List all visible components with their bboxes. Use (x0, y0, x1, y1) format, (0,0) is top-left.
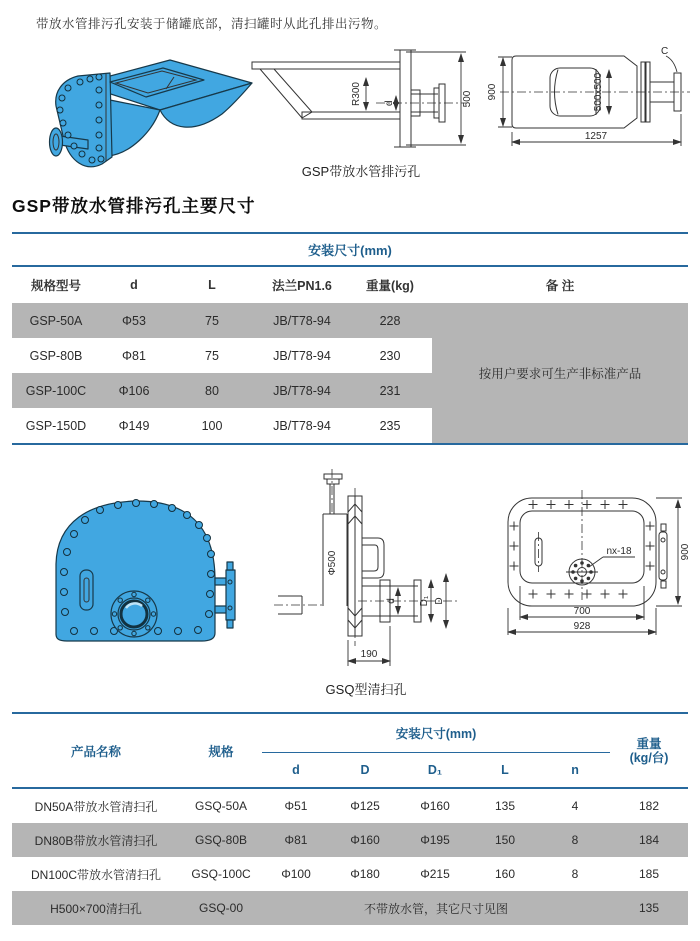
manhole-flange (111, 591, 157, 637)
subcol-D: D (360, 763, 370, 777)
gsp-figure-caption: GSP带放水管排污孔 (301, 164, 421, 179)
cell-spec: GSQ-50A (180, 788, 262, 823)
cell-flange: JB/T78-94 (273, 418, 331, 433)
dim-label-d: d (384, 100, 395, 106)
tank-wall (400, 50, 411, 147)
table-row (12, 891, 688, 925)
table-row (12, 857, 688, 891)
cell-L: 135 (470, 788, 540, 823)
cell-spec: GSQ-100C (191, 867, 251, 881)
dim-label-928: 928 (573, 621, 591, 632)
cell-L: 160 (494, 867, 516, 881)
gsq-figure-caption: GSQ型清扫孔 (325, 682, 407, 697)
cell-D: Φ160 (330, 823, 400, 857)
cell-n: 8 (571, 867, 579, 881)
cell-n: 4 (540, 788, 610, 823)
cell-product: DN100C带放水管清扫孔 (30, 867, 162, 882)
cell-spec: GSQ-00 (180, 891, 262, 925)
gsp-top-view-drawing (478, 42, 696, 156)
pipe-flange (50, 128, 63, 156)
gsp-dimensions-table (12, 232, 688, 445)
cell-D: Φ180 (350, 867, 380, 881)
cell-d: Φ81 (122, 348, 146, 363)
col-header-weight: 重量(kg) (366, 279, 414, 293)
cell-model: GSP-80B (29, 348, 83, 363)
col-header-model: 规格型号 (30, 279, 81, 293)
dim-label-700: 700 (573, 606, 591, 617)
gsq-front-drawing (475, 486, 695, 648)
table1-group-header: 安装尺寸(mm) (12, 233, 688, 266)
col-header-weight (610, 713, 688, 788)
cell-weight: 182 (610, 788, 688, 823)
cell-weight: 184 (610, 823, 688, 857)
col-header-remark: 备 注 (545, 279, 575, 293)
bottom-plate (302, 112, 400, 119)
cell-weight: 231 (348, 373, 432, 408)
dim-label-900: 900 (680, 543, 691, 561)
neck-tube (323, 484, 347, 606)
cell-spec: GSQ-80B (180, 823, 262, 857)
dim-label-1257: 1257 (584, 131, 608, 142)
cell-weight: 235 (379, 418, 401, 433)
dim-label-500: 500 (462, 90, 473, 108)
table-row (12, 823, 688, 857)
subcol-L: L (501, 763, 509, 777)
dim-label-900: 900 (487, 83, 498, 101)
cell-D: Φ125 (330, 788, 400, 823)
subcol-D1: D₁ (427, 763, 443, 777)
section-title: GSP带放水管排污孔主要尺寸 (12, 196, 256, 216)
label-c: C (661, 46, 669, 57)
cell-d: Φ106 (100, 373, 168, 408)
hull-left (108, 100, 160, 156)
cell-l: 80 (168, 373, 256, 408)
slant-wall (260, 69, 312, 118)
cell-flange: JB/T78-94 (256, 303, 348, 338)
table-row (12, 303, 688, 338)
cell-l: 75 (205, 348, 219, 363)
cell-model: GSP-100C (12, 373, 100, 408)
top-plate (252, 62, 400, 69)
dim-label-D: D (434, 597, 445, 605)
gsq-3d-illustration (34, 482, 260, 668)
cell-flange: JB/T78-94 (273, 348, 331, 363)
cell-product: H500×700清扫孔 (12, 891, 180, 925)
cell-d: Φ149 (118, 418, 150, 433)
cell-remark: 按用户要求可生产非标准产品 (432, 303, 688, 444)
dim-label-d1: D₁ (419, 595, 430, 607)
gsp-section-drawing (248, 42, 474, 162)
col-header-spec: 规格 (208, 744, 234, 759)
cell-model: GSP-50A (12, 303, 100, 338)
handle-profile (362, 538, 384, 578)
table2-group-header: 安装尺寸(mm) (262, 713, 610, 753)
cell-weight: 185 (639, 867, 660, 881)
center-bolt-circle (566, 559, 598, 585)
dim-label-r300: R300 (351, 82, 362, 106)
cell-D1: Φ160 (400, 788, 470, 823)
cell-span-note: 不带放水管，其它尺寸见图 (262, 891, 610, 925)
cell-weight: 230 (379, 348, 401, 363)
col-header-product: 产品名称 (70, 744, 121, 759)
cell-flange: JB/T78-94 (256, 373, 348, 408)
cell-d: Φ53 (100, 303, 168, 338)
weight-label-line2: (kg/台) (629, 750, 669, 765)
hinge-bracket (215, 562, 235, 628)
dim-label-d: d (386, 598, 397, 604)
cell-weight: 228 (348, 303, 432, 338)
dim-label-190: 190 (360, 649, 378, 660)
subcol-n: n (571, 763, 579, 777)
subcol-d: d (292, 763, 300, 777)
cell-D1: Φ195 (400, 823, 470, 857)
cell-d: Φ100 (281, 867, 311, 881)
cell-weight: 135 (610, 891, 688, 925)
hinge-bracket (659, 524, 667, 588)
gsq-dimensions-table (12, 712, 688, 925)
gsq-section-drawing (268, 468, 464, 680)
col-header-l: L (208, 278, 216, 292)
flange-column (348, 488, 362, 646)
cell-model: GSP-150D (25, 418, 87, 433)
col-header-flange: 法兰PN1.6 (272, 279, 332, 293)
label-nx18: nx-18 (606, 546, 632, 557)
cell-D1: Φ215 (420, 867, 450, 881)
cell-d: Φ81 (262, 823, 330, 857)
cell-l: 100 (201, 418, 223, 433)
cell-L: 150 (470, 823, 540, 857)
cell-l: 75 (168, 303, 256, 338)
cell-d: Φ51 (262, 788, 330, 823)
cell-product: DN50A带放水管清扫孔 (12, 788, 180, 823)
table-row (12, 788, 688, 823)
handle (80, 570, 93, 610)
dim-label-phi500: Φ500 (327, 550, 338, 576)
cell-n: 8 (540, 823, 610, 857)
gsp-3d-illustration (24, 40, 256, 177)
intro-text: 带放水管排污孔安装于储罐底部，清扫罐时从此孔排出污物。 (36, 17, 388, 31)
cell-product: DN80B带放水管清扫孔 (12, 823, 180, 857)
weight-label-line1: 重量 (636, 736, 662, 751)
dim-label-500x500: 500x500 (593, 72, 604, 112)
col-header-d: d (130, 278, 138, 292)
